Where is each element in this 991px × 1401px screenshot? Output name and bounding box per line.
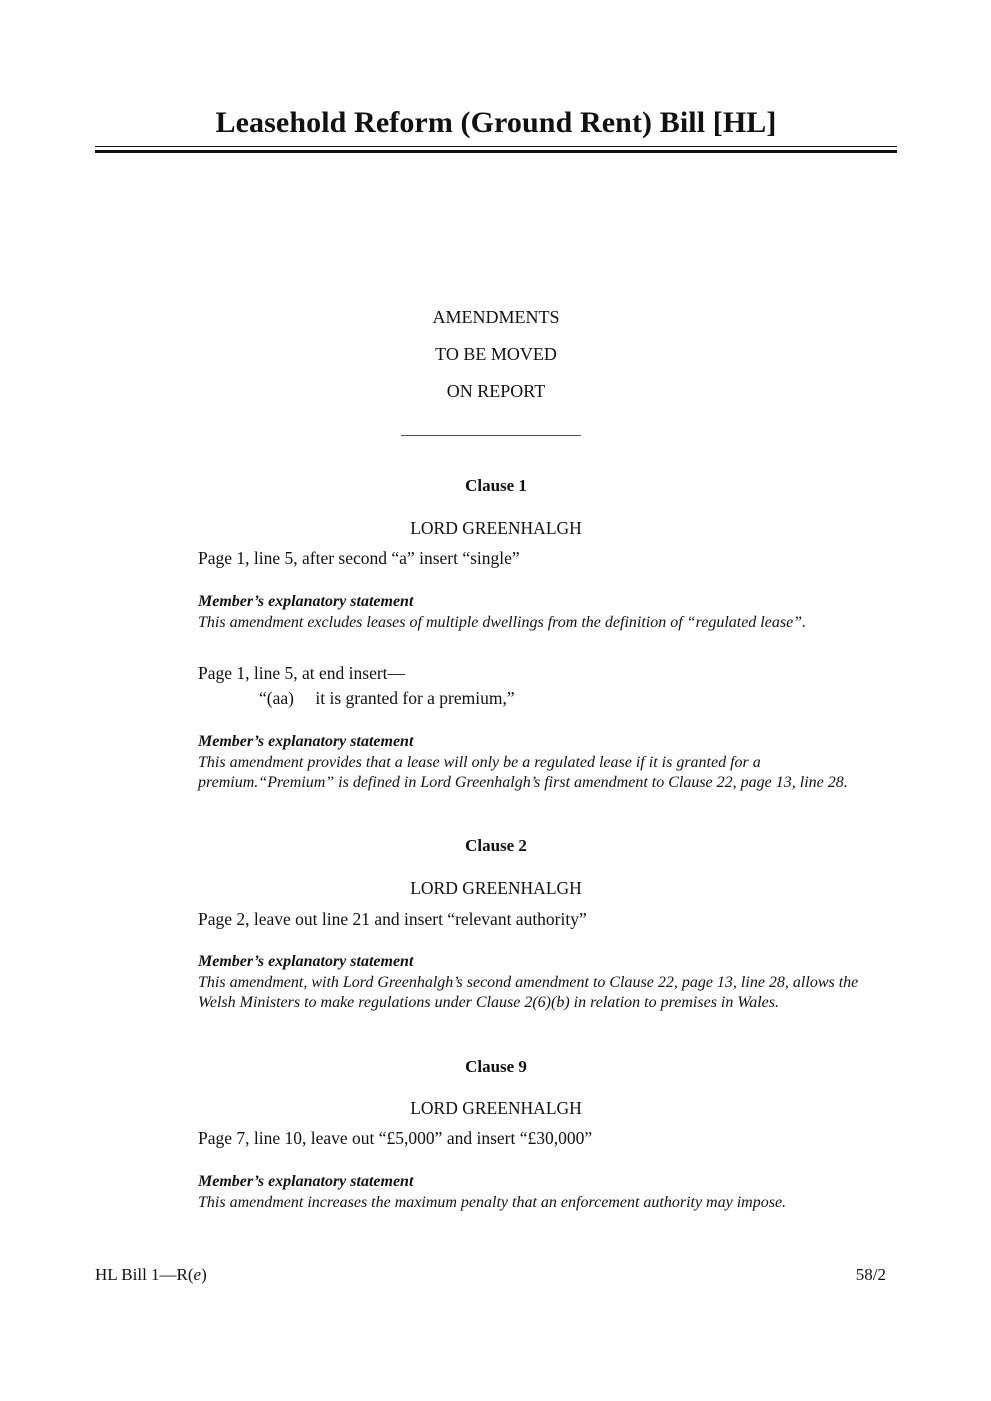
explanatory-statement <box>198 1172 898 1213</box>
document-title: Leasehold Reform (Ground Rent) Bill [HL] <box>215 106 777 139</box>
heading-amendments: AMENDMENTS <box>432 307 560 327</box>
inserted-paragraph <box>259 688 515 709</box>
statement-heading: Member’s explanatory statement <box>198 733 414 750</box>
bill-ref-prefix: HL Bill 1—R( <box>95 1265 194 1284</box>
member-name: LORD GREENHALGH <box>410 518 582 538</box>
explanatory-statement <box>198 952 898 1014</box>
explanatory-statement <box>198 592 898 633</box>
statement-heading: Member’s explanatory statement <box>198 953 414 970</box>
heading-to-be-moved: TO BE MOVED <box>435 344 557 364</box>
heading-divider <box>401 435 581 436</box>
explanatory-statement <box>198 732 898 794</box>
amendment-text: Page 1, line 5, after second “a” insert “single” <box>198 548 520 568</box>
footer-bill-reference <box>95 1265 207 1285</box>
statement-heading: Member’s explanatory statement <box>198 593 414 610</box>
heading-on-report: ON REPORT <box>446 381 546 401</box>
amendment-text: Page 2, leave out line 21 and insert “relevant authority” <box>198 909 587 929</box>
bill-ref-italic: e <box>193 1265 202 1284</box>
member-name: LORD GREENHALGH <box>410 878 582 898</box>
amendment-text: Page 1, line 5, at end insert— <box>198 663 406 683</box>
amendment-text: Page 7, line 10, leave out “£5,000” and insert “£30,000” <box>198 1128 593 1148</box>
clause-heading: Clause 9 <box>465 1057 527 1076</box>
member-name: LORD GREENHALGH <box>410 1098 582 1118</box>
statement-body: This amendment excludes leases of multiple dwellings from the definition of “regulated lease”. <box>198 613 807 631</box>
bill-ref-suffix: ) <box>201 1265 207 1284</box>
clause-heading: Clause 2 <box>465 836 527 855</box>
footer-page-reference: 58/2 <box>855 1265 886 1284</box>
title-rule-thick <box>95 150 897 153</box>
clause-heading: Clause 1 <box>465 476 527 495</box>
statement-heading: Member’s explanatory statement <box>198 1173 414 1190</box>
statement-body: This amendment increases the maximum penalty that an enforcement authority may impose. <box>198 1193 787 1211</box>
insert-text: it is granted for a premium,” <box>315 688 515 708</box>
statement-body: This amendment, with Lord Greenhalgh’s second amendment to Clause 22, page 13, line 28, allows the Welsh Ministers to make regulations under Clause 2(6)(b) in relation to premises in Wales. <box>198 973 859 1011</box>
title-rule-thin <box>95 146 897 147</box>
statement-body: This amendment provides that a lease will only be a regulated lease if it is granted for a premium.“Premium” is defined in Lord Greenhalgh’s first amendment to Clause 22, page 13, line 28. <box>198 753 848 791</box>
insert-number: “(aa) <box>259 688 294 708</box>
